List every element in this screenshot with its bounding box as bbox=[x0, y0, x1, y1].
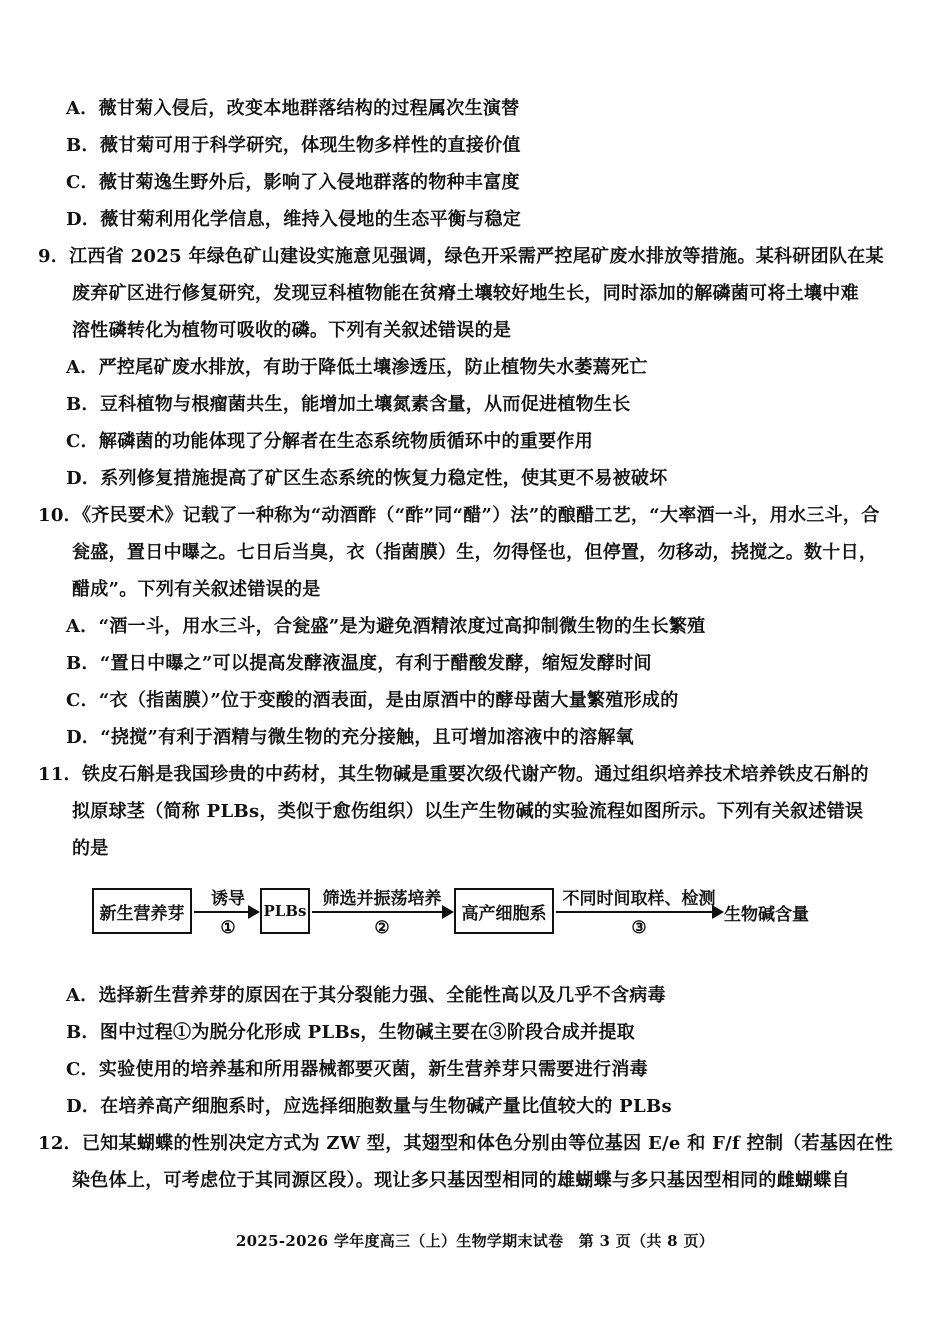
arrow-2-label: 筛选并振荡培养 bbox=[322, 889, 442, 909]
q10-stem-line-3: 醋成”。下列有关叙述错误的是 bbox=[72, 579, 321, 600]
arrow-2 bbox=[312, 911, 452, 913]
q10-stem-line-1: 10．《齐民要术》记载了一种称为“动酒酢（“酢”同“醋”）法”的酿醋工艺，“大率酒一斗，用水三斗，合 bbox=[38, 505, 880, 526]
q11-stem-line-1: 11．铁皮石斛是我国珍贵的中药材，其生物碱是重要次级代谢产物。通过组织培养技术培养铁皮石斛的 bbox=[38, 764, 869, 785]
arrow-1 bbox=[194, 911, 258, 913]
box-high-yield-line: 高产细胞系 bbox=[454, 888, 554, 934]
q11-option-d: D．在培养高产细胞系时，应选择细胞数量与生物碱产量比值较大的 PLBs bbox=[66, 1096, 672, 1117]
q9-stem-line-2: 废弃矿区进行修复研究，发现豆科植物能在贫瘠土壤较好地生长，同时添加的解磷菌可将土壤中难 bbox=[72, 283, 859, 304]
q11-stem-line-3: 的是 bbox=[72, 838, 109, 859]
q8-option-b: B．薇甘菊可用于科学研究，体现生物多样性的直接价值 bbox=[66, 135, 521, 156]
box-plbs: PLBs bbox=[260, 888, 310, 934]
q10-option-c: C．“衣（指菌膜）”位于变酸的酒表面，是由原酒中的酵母菌大量繁殖形成的 bbox=[66, 690, 679, 711]
q11-stem-line-2: 拟原球茎（简称 PLBs，类似于愈伤组织）以生产生物碱的实验流程如图所示。下列有关叙述错误 bbox=[72, 801, 864, 822]
arrow-3-label: 不同时间取样、检测 bbox=[562, 889, 716, 909]
q12-stem-line-2: 染色体上，可考虑位于其同源区段）。现让多只基因型相同的雄蝴蝶与多只基因型相同的雌蝴蝶自 bbox=[72, 1170, 850, 1191]
arrow-3-number: ③ bbox=[631, 918, 647, 938]
q11-option-c: C．实验使用的培养基和所用器械都要灭菌，新生营养芽只需要进行消毒 bbox=[66, 1059, 648, 1080]
box-new-bud: 新生营养芽 bbox=[92, 888, 192, 934]
q11-flow-diagram bbox=[90, 880, 830, 950]
page-footer: 2025-2026 学年度高三（上）生物学期末试卷 第 3 页（共 8 页） bbox=[235, 1232, 715, 1250]
q9-option-c: C．解磷菌的功能体现了分解者在生态系统物质循环中的重要作用 bbox=[66, 431, 594, 452]
q8-option-d: D．薇甘菊利用化学信息，维持入侵地的生态平衡与稳定 bbox=[66, 209, 522, 230]
q9-option-b: B．豆科植物与根瘤菌共生，能增加土壤氮素含量，从而促进植物生长 bbox=[66, 394, 631, 415]
q9-option-a: A．严控尾矿废水排放，有助于降低土壤渗透压，防止植物失水萎蔫死亡 bbox=[66, 357, 648, 378]
arrow-3 bbox=[556, 911, 722, 913]
q9-option-d: D．系列修复措施提高了矿区生态系统的恢复力稳定性，使其更不易被破坏 bbox=[66, 468, 668, 489]
arrow-1-number: ① bbox=[220, 918, 236, 938]
q9-stem-line-1: 9．江西省 2025 年绿色矿山建设实施意见强调，绿色开采需严控尾矿废水排放等措施。某科研团队在某 bbox=[38, 246, 884, 267]
q11-option-a: A．选择新生营养芽的原因在于其分裂能力强、全能性高以及几乎不含病毒 bbox=[66, 985, 666, 1006]
q12-stem-line-1: 12．已知某蝴蝶的性别决定方式为 ZW 型，其翅型和体色分别由等位基因 E/e 和 F/f 控制（若基因在性 bbox=[38, 1133, 894, 1154]
q10-option-a: A．“酒一斗，用水三斗，合瓮盛”是为避免酒精浓度过高抑制微生物的生长繁殖 bbox=[66, 616, 706, 637]
end-alkaloid-content: 生物碱含量 bbox=[724, 905, 809, 925]
arrow-1-label: 诱导 bbox=[211, 889, 245, 909]
q11-option-b: B．图中过程①为脱分化形成 PLBs，生物碱主要在③阶段合成并提取 bbox=[66, 1022, 635, 1043]
q8-option-c: C．薇甘菊逸生野外后，影响了入侵地群落的物种丰富度 bbox=[66, 172, 520, 193]
arrow-2-number: ② bbox=[374, 918, 390, 938]
q9-stem-line-3: 溶性磷转化为植物可吸收的磷。下列有关叙述错误的是 bbox=[72, 320, 512, 341]
q10-option-b: B．“置日中曝之”可以提高发酵液温度，有利于醋酸发酵，缩短发酵时间 bbox=[66, 653, 652, 674]
q10-stem-line-2: 瓮盛，置日中曝之。七日后当臭，衣（指菌膜）生，勿得怪也，但停置，勿移动，挠搅之。数十日， bbox=[72, 542, 878, 563]
q10-option-d: D．“挠搅”有利于酒精与微生物的充分接触，且可增加溶液中的溶解氧 bbox=[66, 727, 634, 748]
q8-option-a: A．薇甘菊入侵后，改变本地群落结构的过程属次生演替 bbox=[66, 98, 520, 119]
